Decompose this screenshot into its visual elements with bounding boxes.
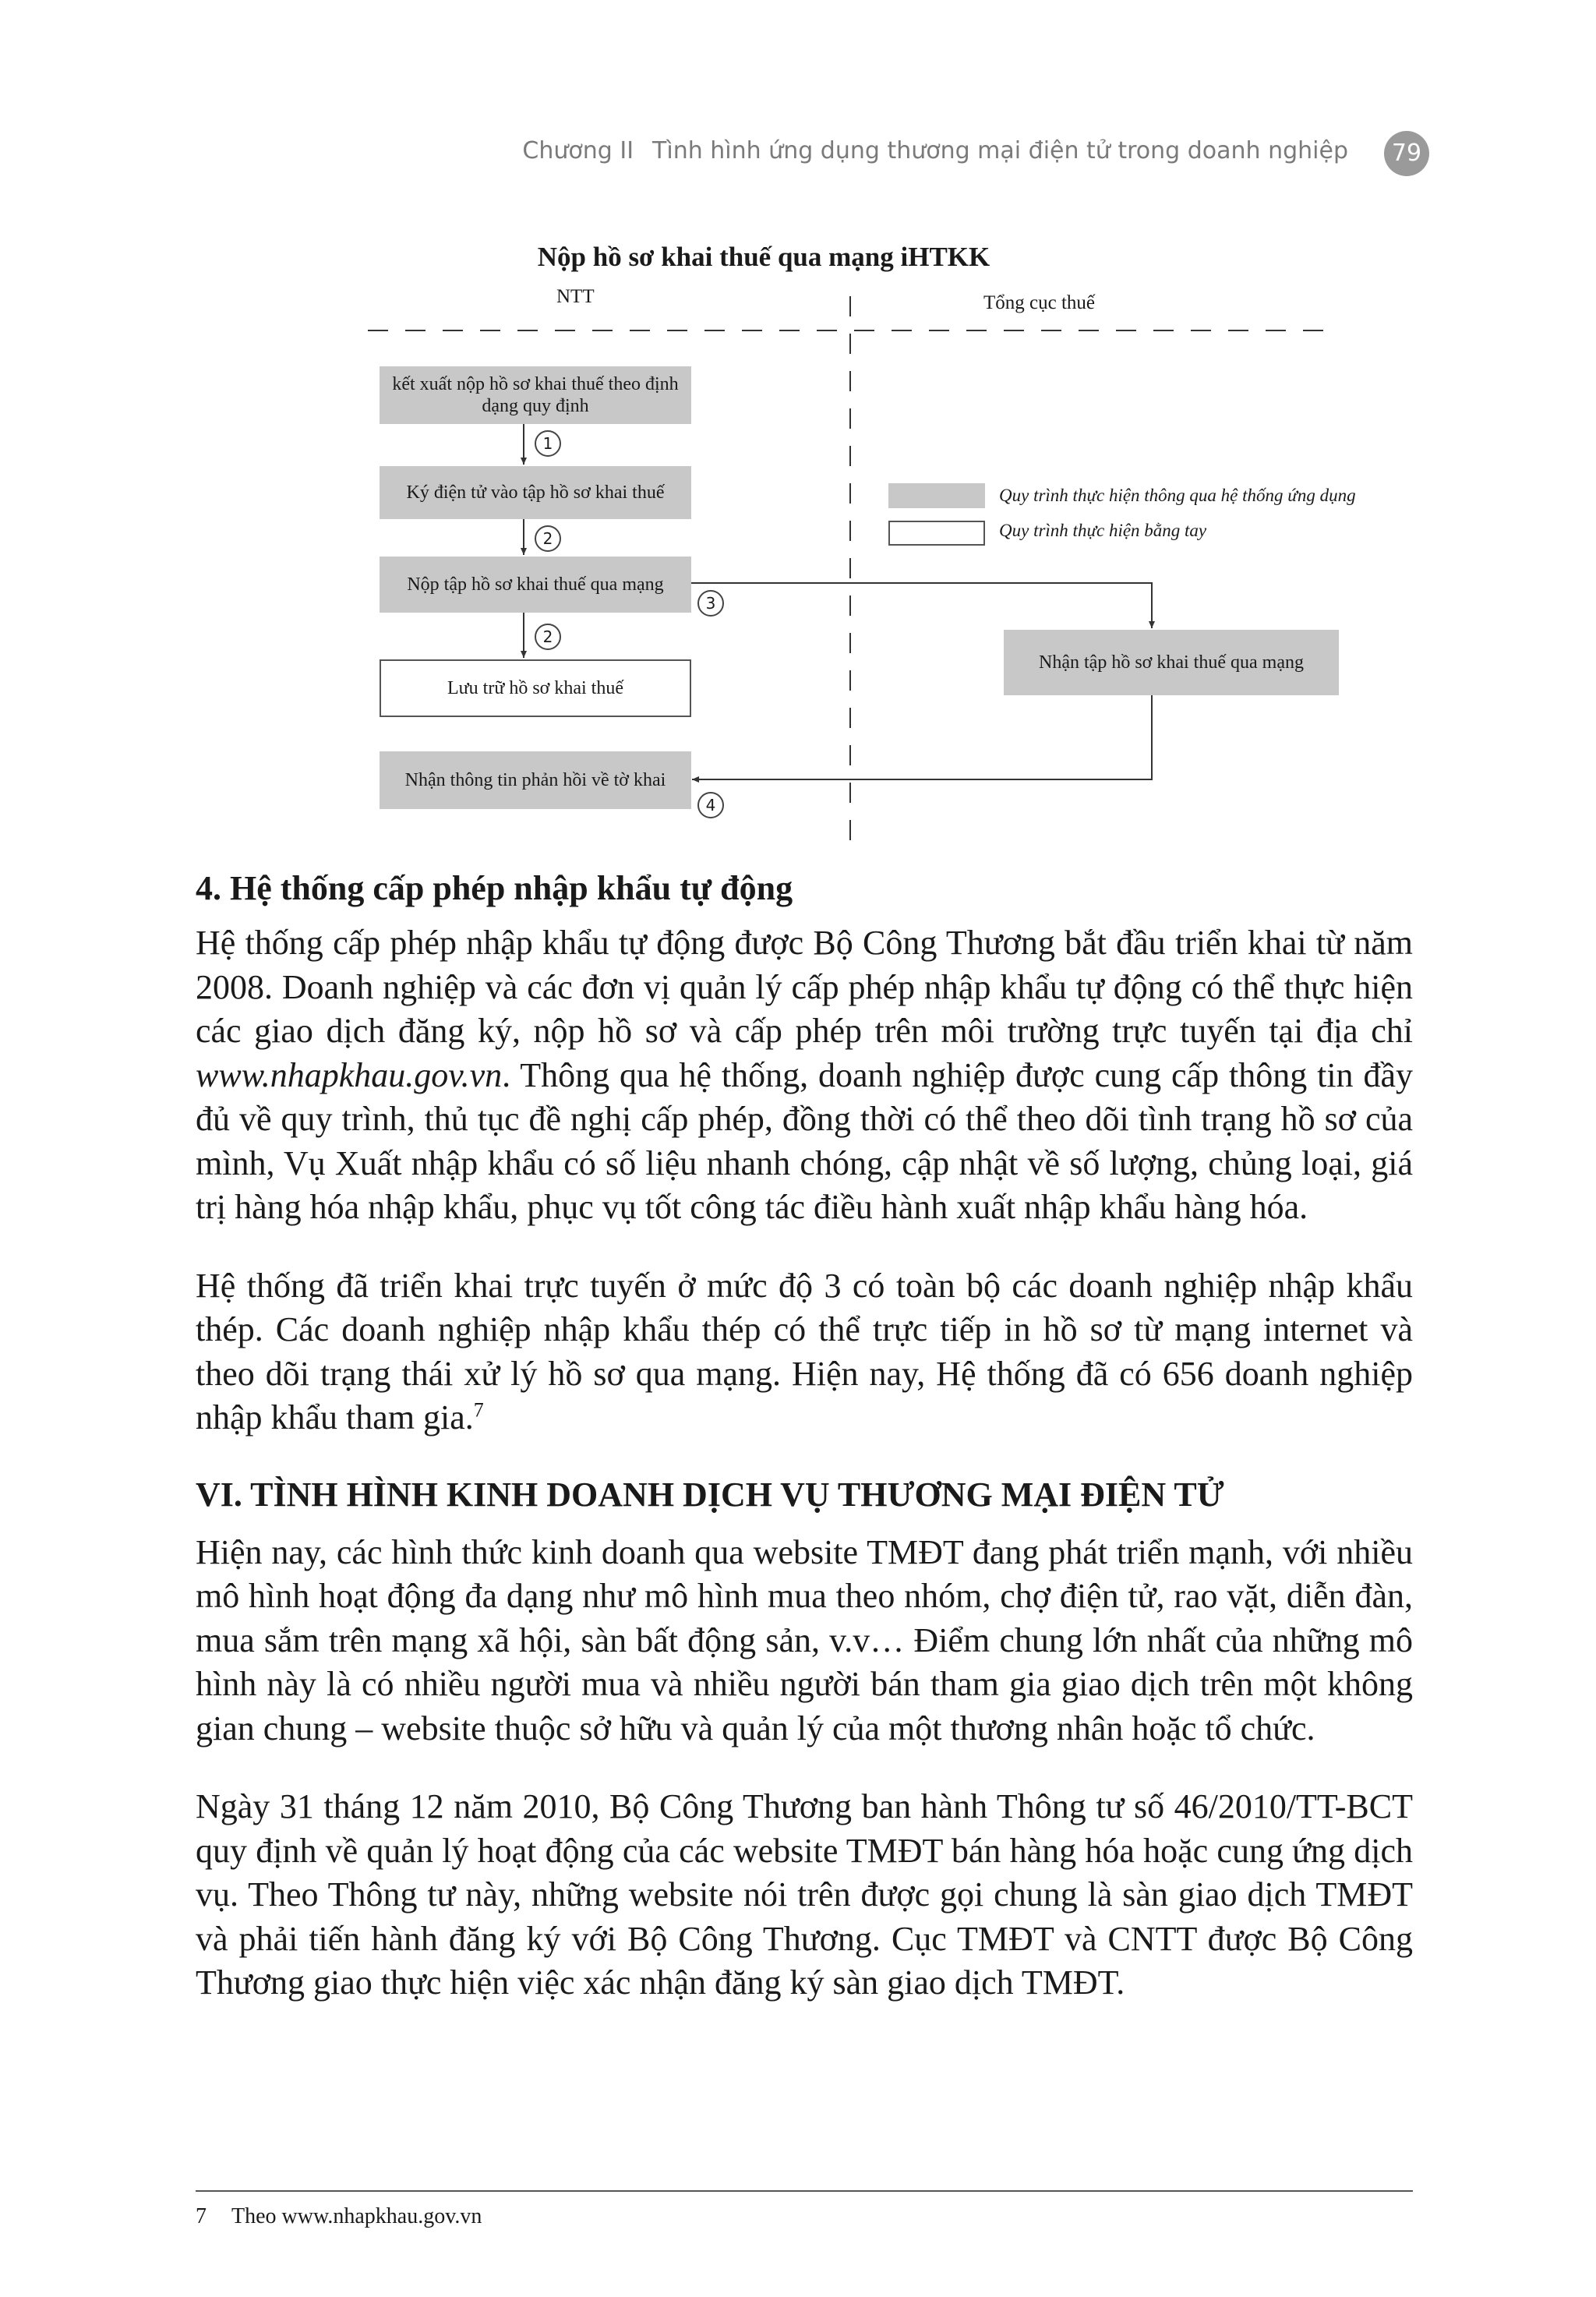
page-number-badge: 79 xyxy=(1384,131,1429,176)
legend-label-manual: Quy trình thực hiện bằng tay xyxy=(999,521,1207,540)
body-text xyxy=(196,865,1413,2005)
box-digital-sign: Ký điện tử vào tập hồ sơ khai thuế xyxy=(380,466,691,519)
lane-label-ntt: NTT xyxy=(556,286,595,307)
step-marker-1: 1 xyxy=(535,430,561,457)
section-6-heading: VI. TÌNH HÌNH KINH DOANH DỊCH VỤ THƯƠNG MẠI ĐIỆN TỬ xyxy=(196,1475,1224,1514)
box-export-tax-file: kết xuất nộp hồ sơ khai thuế theo định dạng quy định xyxy=(380,366,691,424)
chapter-label: Chương II xyxy=(522,137,634,164)
arrow-submit-to-receive xyxy=(690,583,1152,628)
section-4-heading: 4. Hệ thống cấp phép nhập khẩu tự động xyxy=(196,869,793,907)
step-marker-4: 4 xyxy=(697,792,724,818)
step-marker-2b: 2 xyxy=(535,624,561,650)
legend-swatch-system xyxy=(888,483,985,508)
section-6-paragraph-2: Ngày 31 tháng 12 năm 2010, Bộ Công Thương ban hành Thông tư số 46/2010/TT-BCT quy định về quản lý hoạt động của các website TMĐT bán hàng hóa hoặc cung ứng dịch vụ. Theo Thông tư này, những website nói trên được gọi chung là sàn giao dịch TMĐT và phải tiến hành đăng ký với Bộ Công Thương. Cục TMĐT và CNTT được Bộ Công Thương giao thực hiện việc xác nhận đăng ký sàn giao dịch TMĐT. xyxy=(196,1787,1413,2002)
diagram-title: Nộp hồ sơ khai thuế qua mạng iHTKK xyxy=(537,242,990,272)
chapter-title: Tình hình ứng dụng thương mại điện tử trong doanh nghiệp xyxy=(652,137,1348,164)
step-marker-3: 3 xyxy=(697,590,724,617)
nhapkhau-url: www.nhapkhau.gov.vn xyxy=(196,1055,503,1094)
footnote-ref-7: 7 xyxy=(473,1398,484,1422)
footnote xyxy=(196,2203,482,2231)
legend-label-system: Quy trình thực hiện thông qua hệ thống ứng dụng xyxy=(999,486,1356,505)
section-6-paragraph-1: Hiện nay, các hình thức kinh doanh qua website TMĐT đang phát triển mạnh, với nhiều mô hình hoạt động đa dạng như mô hình mua theo nhóm, chợ điện tử, rao vặt, diễn đàn, mua sắm trên mạng xã hội, sàn bất động sản, v.v… Điểm chung lớn nhất của những mô hình này là có nhiều người mua và nhiều người bán tham gia giao dịch trên một không gian chung – website thuộc sở hữu và quản lý của một thương nhân hoặc tổ chức. xyxy=(196,1532,1413,1747)
legend-swatch-manual xyxy=(888,521,985,546)
lane-label-tong-cuc-thue: Tổng cục thuế xyxy=(983,292,1096,313)
section-4-paragraph-1: Hệ thống cấp phép nhập khẩu tự động được Bộ Công Thương bắt đầu triển khai từ năm 2008. Doanh nghiệp và các đơn vị quản lý cấp phép nhập khẩu tự động có thể thực hiện các giao dịch đăng ký, nộp hồ sơ và cấp phép trên môi trường trực tuyến tại địa chỉ www.nhapkhau.gov.vn. Thông qua hệ thống, doanh nghiệp được cung cấp thông tin đầy đủ về quy trình, thủ tục đề nghị cấp phép, đồng thời có thể theo dõi tình trạng hồ sơ của mình, Vụ Xuất nhập khẩu có số liệu nhanh chóng, cập nhật về số lượng, chủng loại, giá trị hàng hóa nhập khẩu, phục vụ tốt công tác điều hành xuất nhập khẩu hàng hóa. xyxy=(196,924,1413,1226)
box-store-tax-file: Lưu trữ hồ sơ khai thuế xyxy=(380,659,691,717)
box-receive-tax-file: Nhận tập hồ sơ khai thuế qua mạng xyxy=(1004,630,1339,695)
step-marker-2a: 2 xyxy=(535,525,561,552)
footnote-divider xyxy=(196,2190,1413,2192)
box-submit-online: Nộp tập hồ sơ khai thuế qua mạng xyxy=(380,557,691,613)
footnote-text: Theo www.nhapkhau.gov.vn xyxy=(231,2204,482,2228)
footnote-number: 7 xyxy=(196,2204,207,2228)
arrow-receive-to-feedback xyxy=(692,695,1152,779)
flowchart-diagram xyxy=(0,0,1596,865)
section-4-paragraph-2: Hệ thống đã triển khai trực tuyến ở mức độ 3 có toàn bộ các doanh nghiệp nhập khẩu thép. Các doanh nghiệp nhập khẩu thép có thể trực tiếp in hồ sơ từ mạng internet và theo dõi trạng thái xử lý hồ sơ qua mạng. Hiện nay, Hệ thống đã có 656 doanh nghiệp nhập khẩu tham gia.$^7$ xyxy=(196,1266,1413,1437)
flowchart-connectors xyxy=(0,0,1596,865)
box-receive-feedback: Nhận thông tin phản hồi về tờ khai xyxy=(380,751,691,809)
